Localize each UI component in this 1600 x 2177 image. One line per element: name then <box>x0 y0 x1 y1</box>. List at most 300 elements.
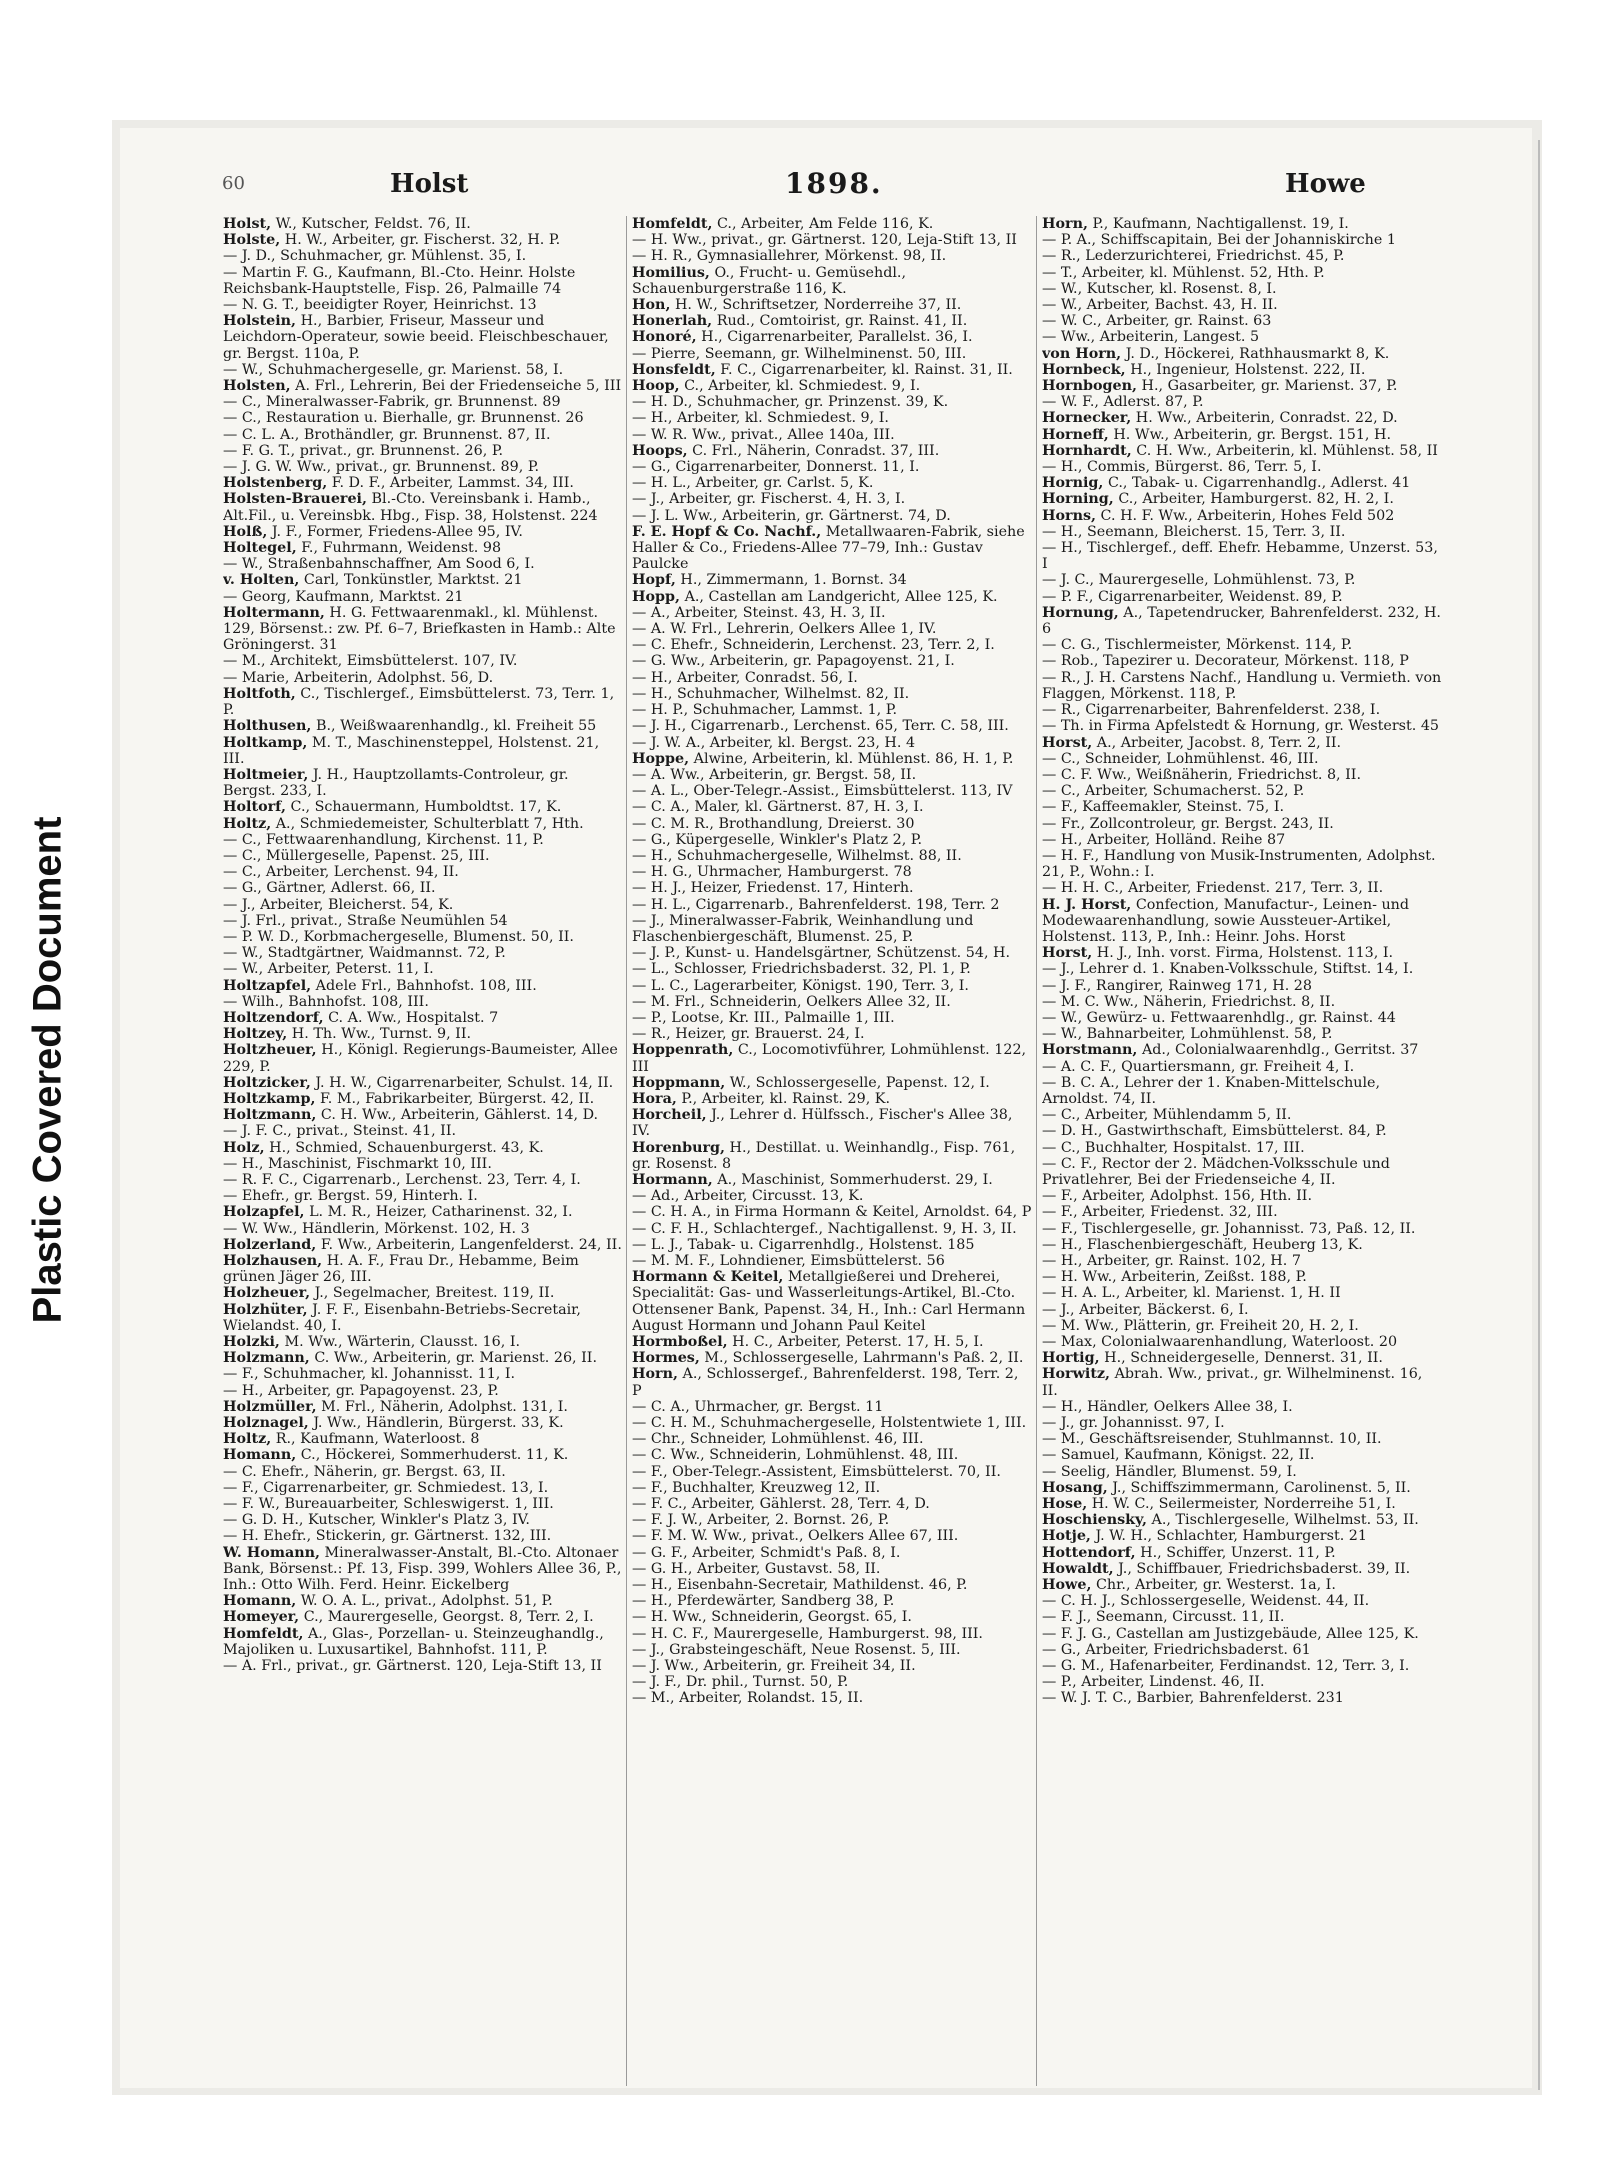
entry-name: Hormes, <box>632 1350 700 1367</box>
entry-name: Hortig, <box>1042 1350 1100 1367</box>
directory-entry <box>632 1107 1032 1139</box>
entry-text: Carl, Tonkünstler, Marktst. 21 <box>303 572 523 589</box>
entry-text: — H., Schuhmacher, Wilhelmst. 82, II. <box>632 685 910 702</box>
entry-text: — F. J., Seemann, Circusst. 11, II. <box>1042 1609 1285 1626</box>
entry-text: — C. L. A., Brothändler, gr. Brunnenst. 87, II. <box>223 426 551 443</box>
directory-entry <box>223 945 623 961</box>
directory-entry <box>1042 1059 1442 1075</box>
entry-text: — R., Lederzurichterei, Friedrichst. 45, P. <box>1042 248 1345 265</box>
entry-name: Holß, <box>223 523 268 540</box>
entry-text: — H., Schuhmachergeselle, Wilhelmst. 88, II. <box>632 847 962 864</box>
entry-name: Homann, <box>223 1593 297 1610</box>
entry-text: — W., Arbeiter, Peterst. 11, I. <box>223 961 434 978</box>
entry-text: — J., Mineralwasser-Fabrik, Weinhandlung und Flaschenbiergeschäft, Blumenst. 25, P. <box>632 912 974 945</box>
directory-entry <box>1042 605 1442 637</box>
entry-text: — A., Arbeiter, Steinst. 43, H. 3, II. <box>632 604 886 621</box>
entry-text: — H. L., Arbeiter, gr. Carlst. 5, K. <box>632 475 874 492</box>
entry-text: Rud., Comtoirist, gr. Rainst. 41, II. <box>716 313 968 330</box>
entry-text: — H. Ehefr., Stickerin, gr. Gärtnerst. 132, III. <box>223 1528 552 1545</box>
entry-text: H., Barbier, Friseur, Masseur und Leichdorn-Operateur, sowie beeid. Fleischbeschauer, gr. Bergst. 110a, P. <box>223 313 609 362</box>
directory-entry <box>1042 1010 1442 1026</box>
entry-text: — H., Arbeiter, gr. Rainst. 102, H. 7 <box>1042 1253 1301 1269</box>
directory-entry <box>632 1334 1032 1350</box>
directory-entry <box>632 1091 1032 1107</box>
entry-text: A., Arbeiter, Jacobst. 8, Terr. 2, II. <box>1096 734 1342 751</box>
directory-entry <box>1042 1253 1442 1269</box>
directory-entry <box>632 880 1032 896</box>
directory-entry <box>632 1042 1032 1074</box>
directory-entry <box>223 1334 623 1350</box>
directory-entry <box>223 1237 623 1253</box>
entry-name: Holtfoth, <box>223 685 296 702</box>
directory-entry <box>1042 1188 1442 1204</box>
entry-name: Horn, <box>1042 216 1088 232</box>
entry-text: H., Destillat. u. Weinhandlg., Fisp. 761, gr. Rosenst. 8 <box>632 1139 1016 1172</box>
directory-entry <box>223 1188 623 1204</box>
entry-text: — J., Arbeiter, Bleicherst. 54, K. <box>223 896 454 913</box>
entry-text: C. H. F. Ww., Arbeiterin, Hohes Feld 502 <box>1100 507 1395 524</box>
entry-text: — G. M., Hafenarbeiter, Ferdinandst. 12, Terr. 3, I. <box>1042 1658 1410 1675</box>
entry-text: — M. M. F., Lohndiener, Eimsbüttelerst. 56 <box>632 1253 945 1269</box>
entry-text: Metallwaaren-Fabrik, siehe Haller & Co., Friedens-Allee 77–79, Inh.: Gustav Paulcke <box>632 523 1025 573</box>
directory-entry <box>632 994 1032 1010</box>
entry-text: — C. H. A., in Firma Hormann & Keitel, Arnoldst. 64, P <box>632 1204 1032 1221</box>
directory-entry <box>1042 297 1442 313</box>
entry-text: — G., Cigarrenarbeiter, Donnerst. 11, I. <box>632 459 920 476</box>
directory-entry <box>632 1464 1032 1480</box>
entry-name: Holtzmann, <box>223 1107 317 1124</box>
entry-text: — C. F. H., Schlachtergef., Nachtigallenst. 9, H. 3, II. <box>632 1220 1017 1237</box>
directory-entry <box>632 1026 1032 1042</box>
entry-name: Hosang, <box>1042 1479 1108 1496</box>
entry-text: — C., Buchhalter, Hospitalst. 17, III. <box>1042 1139 1305 1156</box>
directory-entry <box>1042 378 1442 394</box>
entry-text: — J. L. Ww., Arbeiterin, gr. Gärtnerst. 74, D. <box>632 507 951 524</box>
directory-entry <box>632 653 1032 669</box>
entry-text: H., Schmied, Schauenburgerst. 43, K. <box>269 1139 544 1156</box>
entry-text: Mineralwasser-Anstalt, Bl.-Cto. Altonaer Bank, Börsenst.: Pf. 13, Fisp. 399, Wohlers Allee 36, P., Inh.: Otto Wilh. Ferd. Heinr. Eickelberg <box>223 1544 622 1594</box>
entry-text: — Martin F. G., Kaufmann, Bl.-Cto. Heinr. Holste Reichsbank-Hauptstelle, Fisp. 26, Palmaille 74 <box>223 264 576 297</box>
directory-entry <box>1042 313 1442 329</box>
entry-text: — C., Arbeiter, Schumacherst. 52, P. <box>1042 783 1305 800</box>
entry-name: Holtermann, <box>223 604 325 621</box>
entry-text: — H. D., Schuhmacher, gr. Prinzenst. 39, K. <box>632 394 949 411</box>
directory-entry <box>632 1431 1032 1447</box>
entry-name: Horcheil, <box>632 1107 707 1124</box>
directory-entry <box>223 832 623 848</box>
entry-text: — A. Frl., privat., gr. Gärtnerst. 120, Leja-Stift 13, II <box>223 1658 602 1675</box>
entry-text: — Pierre, Seemann, gr. Wilhelminenst. 50, III. <box>632 345 967 362</box>
directory-entry <box>1042 670 1442 702</box>
entry-text: — P. A., Schiffscapitain, Bei der Johanniskirche 1 <box>1042 232 1396 249</box>
directory-entry <box>632 1075 1032 1091</box>
directory-entry <box>1042 329 1442 345</box>
directory-entry <box>632 1447 1032 1463</box>
directory-entry <box>1042 1447 1442 1463</box>
entry-name: Holzerland, <box>223 1236 317 1253</box>
entry-text: H., Ingenieur, Holstenst. 222, II. <box>1130 361 1366 378</box>
entry-text: — C. M. R., Brothandlung, Dreierst. 30 <box>632 815 915 832</box>
entry-name: Holzheuer, <box>223 1285 311 1302</box>
entry-name: Holzmann, <box>223 1350 310 1367</box>
entry-text: — W., Kutscher, kl. Rosenst. 8, I. <box>1042 280 1277 297</box>
directory-entry <box>223 248 623 264</box>
entry-text: H., Gasarbeiter, gr. Marienst. 37, P. <box>1141 378 1398 395</box>
directory-entry <box>1042 232 1442 248</box>
directory-entry <box>1042 265 1442 281</box>
directory-page <box>120 128 1532 2088</box>
entry-text: A., Schlossergef., Bahrenfelderst. 198, Terr. 2, P <box>632 1366 1019 1399</box>
entry-text: A., Castellan am Landgericht, Allee 125, K. <box>684 588 998 605</box>
entry-text: — J. G. W. Ww., privat., gr. Brunnenst. 89, P. <box>223 459 540 476</box>
entry-text: — F., Ober-Telegr.-Assistent, Eimsbüttelerst. 70, II. <box>632 1463 1001 1480</box>
directory-entry <box>223 1480 623 1496</box>
entry-text: — H. J., Heizer, Friedenst. 17, Hinterh. <box>632 880 914 897</box>
entry-text: C., Schauermann, Humboldtst. 17, K. <box>290 799 562 816</box>
entry-text: A., Tapetendrucker, Bahrenfelderst. 232, H. 6 <box>1042 604 1441 638</box>
directory-entry <box>223 1172 623 1188</box>
entry-text: — Ww., Arbeiterin, Langest. 5 <box>1042 329 1260 346</box>
entry-text: Confection, Manufactur-, Leinen- und Modewaarenhandlung, sowie Aussteuer-Artikel, Holstenst. 113, P., Inh.: Heinr. Johs. Horst <box>1042 896 1410 945</box>
entry-text: — G. F., Arbeiter, Schmidt's Paß. 8, I. <box>632 1544 901 1561</box>
entry-name: Hotje, <box>1042 1528 1091 1545</box>
entry-text: — W., Straßenbahnschaffner, Am Sood 6, I. <box>223 556 535 573</box>
directory-entry <box>1042 1480 1442 1496</box>
directory-entry <box>1042 702 1442 718</box>
entry-text: A., Maschinist, Sommerhuderst. 29, I. <box>717 1171 993 1188</box>
directory-entry <box>1042 799 1442 815</box>
entry-text: — R., Heizer, gr. Brauerst. 24, I. <box>632 1026 865 1043</box>
entry-text: W. O. A. L., privat., Adolphst. 51, P. <box>300 1593 553 1610</box>
entry-text: — F., Arbeiter, Friedenst. 32, III. <box>1042 1204 1278 1221</box>
directory-entry <box>632 1221 1032 1237</box>
directory-entry <box>223 848 623 864</box>
directory-entry <box>1042 1658 1442 1674</box>
entry-text: — W. R. Ww., privat., Allee 140a, III. <box>632 426 895 443</box>
entry-name: Holz, <box>223 1139 265 1156</box>
entry-text: — F., Arbeiter, Adolphst. 156, Hth. II. <box>1042 1188 1312 1205</box>
directory-entry <box>632 1010 1032 1026</box>
directory-entry <box>1042 1042 1442 1058</box>
directory-entry <box>223 524 623 540</box>
entry-text: B., Weißwaarenhandlg., kl. Freiheit 55 <box>315 718 597 735</box>
entry-text: — J. Ww., Arbeiterin, gr. Freiheit 34, II. <box>632 1658 916 1675</box>
entry-text: — C., Schneider, Lohmühlenst. 46, III. <box>1042 750 1319 767</box>
entry-text: — C. Ww., Schneiderin, Lohmühlenst. 48, III. <box>632 1447 959 1464</box>
entry-text: — D. H., Gastwirthschaft, Eimsbüttelerst. 84, P. <box>1042 1123 1387 1140</box>
directory-entry <box>632 1399 1032 1415</box>
directory-entry <box>1042 572 1442 588</box>
entry-text: A. Frl., Lehrerin, Bei der Friedenseiche 5, III <box>295 378 622 395</box>
entry-text: H. Th. Ww., Turnst. 9, II. <box>291 1026 472 1043</box>
entry-text: — J., gr. Johannisst. 97, I. <box>1042 1415 1225 1432</box>
entry-name: Holsten, <box>223 378 291 395</box>
directory-entry <box>223 1496 623 1512</box>
entry-text: — H., Maschinist, Fischmarkt 10, III. <box>223 1155 492 1172</box>
entry-text: — H. G., Uhrmacher, Hamburgerst. 78 <box>632 864 912 881</box>
entry-name: Horstmann, <box>1042 1042 1138 1059</box>
directory-entry <box>223 767 623 799</box>
entry-name: Horneff, <box>1042 426 1109 443</box>
entry-name: Holstenberg, <box>223 475 328 492</box>
entry-text: — W., Gewürz- u. Fettwaarenhdlg., gr. Rainst. 44 <box>1042 1009 1396 1026</box>
entry-text: Bl.-Cto. Vereinsbank i. Hamb., Alt.Fil., u. Vereinsbk. Hbg., Fisp. 38, Holstenst. 224 <box>223 491 598 524</box>
entry-name: Holtzapfel, <box>223 977 312 994</box>
directory-entry <box>1042 897 1442 946</box>
entry-name: Horning, <box>1042 491 1114 508</box>
entry-text: — J. W. A., Arbeiter, kl. Bergst. 23, H. 4 <box>632 734 916 751</box>
directory-entry <box>1042 1577 1442 1593</box>
directory-entry <box>223 1431 623 1447</box>
entry-text: — M., Architekt, Eimsbüttelerst. 107, IV. <box>223 653 518 670</box>
directory-entry <box>223 410 623 426</box>
entry-text: A., Tischlergeselle, Wilhelmst. 53, II. <box>1151 1512 1419 1529</box>
entry-text: C., Maurergeselle, Georgst. 8, Terr. 2, I. <box>303 1609 594 1626</box>
entry-name: Hoppenrath, <box>632 1042 734 1059</box>
directory-entry <box>223 1447 623 1463</box>
entry-text: — F. J. W., Arbeiter, 2. Bornst. 26, P. <box>632 1512 890 1529</box>
entry-text: J., Schiffszimmermann, Carolinenst. 5, II. <box>1112 1479 1411 1496</box>
directory-entry <box>632 313 1032 329</box>
directory-entry <box>223 913 623 929</box>
entry-text: Alwine, Arbeiterin, kl. Mühlenst. 86, H. 1, P. <box>693 750 1014 767</box>
directory-entry <box>223 929 623 945</box>
directory-entry <box>1042 1026 1442 1042</box>
entry-text: — L. C., Lagerarbeiter, Königst. 190, Terr. 3, I. <box>632 977 969 994</box>
directory-entry <box>632 394 1032 410</box>
directory-entry <box>1042 1642 1442 1658</box>
entry-text: — Ehefr., gr. Bergst. 59, Hinterh. I. <box>223 1188 478 1205</box>
entry-name: Hora, <box>632 1090 677 1107</box>
entry-text: — J., Arbeiter, Bäckerst. 6, I. <box>1042 1301 1249 1318</box>
entry-name: Holsten-Brauerei, <box>223 491 367 508</box>
entry-text: — C. Ehefr., Näherin, gr. Bergst. 63, II. <box>223 1463 506 1480</box>
directory-entry <box>223 1528 623 1544</box>
entry-text: — A. Ww., Arbeiterin, gr. Bergst. 58, II. <box>632 766 917 783</box>
entry-text: C. Ww., Arbeiterin, gr. Marienst. 26, II. <box>314 1350 597 1367</box>
directory-entry <box>223 362 623 378</box>
entry-text: — C. H. J., Schlossergeselle, Weidenst. 44, II. <box>1042 1593 1370 1610</box>
entry-text: H., Schneidergeselle, Dennerst. 31, II. <box>1104 1350 1383 1367</box>
entry-text: — Fr., Zollcontroleur, gr. Bergst. 243, II. <box>1042 815 1334 832</box>
entry-text: H. A. F., Frau Dr., Hebamme, Beim grünen Jäger 26, III. <box>223 1253 579 1286</box>
entry-text: C. H. Ww., Arbeiterin, kl. Mühlenst. 58, II <box>1136 442 1438 459</box>
entry-text: — J. F. C., privat., Steinst. 41, II. <box>223 1123 457 1140</box>
entry-text: — W., Stadtgärtner, Waidmannst. 72, P. <box>223 945 506 962</box>
directory-entry <box>223 491 623 523</box>
directory-entry <box>632 265 1032 297</box>
side-label <box>18 816 78 1324</box>
directory-entry <box>632 848 1032 864</box>
directory-entry <box>1042 491 1442 507</box>
entry-text: — Rob., Tapezirer u. Decorateur, Mörkenst. 118, P <box>1042 653 1409 670</box>
entry-text: — F. G. T., privat., gr. Brunnenst. 26, P. <box>223 442 504 459</box>
directory-entry <box>632 216 1032 232</box>
directory-entry <box>1042 1318 1442 1334</box>
directory-entry <box>1042 1350 1442 1366</box>
entry-text: — F. C., Arbeiter, Gählerst. 28, Terr. 4, D. <box>632 1496 930 1513</box>
directory-entry <box>632 1512 1032 1528</box>
directory-entry <box>1042 1674 1442 1690</box>
directory-entry <box>632 1415 1032 1431</box>
entry-text: J., Schiffbauer, Friedrichsbaderst. 39, II. <box>1118 1560 1411 1577</box>
directory-entry <box>223 443 623 459</box>
entry-text: C. H. Ww., Arbeiterin, Gählerst. 14, D. <box>320 1107 599 1124</box>
entry-text: — F. J. G., Castellan am Justizgebäude, Allee 125, K. <box>1042 1625 1419 1642</box>
entry-text: — L. J., Tabak- u. Cigarrenhdlg., Holstenst. 185 <box>632 1236 975 1253</box>
entry-name: Holst, <box>223 216 272 232</box>
entry-text: Adele Frl., Bahnhofst. 108, III. <box>315 977 537 994</box>
entry-text: Ad., Colonialwaarenhdlg., Gerritst. 37 <box>1141 1042 1419 1059</box>
entry-name: F. E. Hopf & Co. Nachf., <box>632 523 822 540</box>
entry-text: — G., Gärtner, Adlerst. 66, II. <box>223 880 436 897</box>
directory-entry <box>632 670 1032 686</box>
directory-entry <box>632 329 1032 345</box>
directory-entry <box>1042 1140 1442 1156</box>
directory-entry <box>1042 848 1442 880</box>
entry-text: — Marie, Arbeiterin, Adolphst. 56, D. <box>223 669 494 686</box>
entry-text: J. H. W., Cigarrenarbeiter, Schulst. 14, II. <box>315 1074 614 1091</box>
directory-entry <box>1042 1302 1442 1318</box>
entry-text: C. A. Ww., Hospitalst. 7 <box>328 1009 499 1026</box>
directory-entry <box>223 1253 623 1285</box>
entry-name: Homfeldt, <box>223 1625 304 1642</box>
entry-text: H., Zimmermann, 1. Bornst. 34 <box>680 572 907 589</box>
entry-text: — M., Geschäftsreisender, Stuhlmannst. 10, II. <box>1042 1431 1382 1448</box>
directory-entry <box>1042 718 1442 734</box>
directory-entry <box>632 1674 1032 1690</box>
directory-entry <box>632 491 1032 507</box>
directory-entry <box>632 735 1032 751</box>
directory-entry <box>223 1091 623 1107</box>
entry-text: — W., Arbeiter, Bachst. 43, H. II. <box>1042 297 1278 314</box>
directory-entry <box>223 718 623 734</box>
directory-entry <box>632 978 1032 994</box>
entry-text: — W., Bahnarbeiter, Lohmühlenst. 58, P. <box>1042 1026 1333 1043</box>
entry-text: — H. Ww., privat., gr. Gärtnerst. 120, Leja-Stift 13, II <box>632 232 1017 249</box>
directory-entry <box>223 653 623 669</box>
directory-entry <box>632 799 1032 815</box>
directory-entry <box>1042 767 1442 783</box>
entry-text: P., Arbeiter, kl. Rainst. 29, K. <box>681 1090 891 1107</box>
directory-entry <box>632 1577 1032 1593</box>
directory-entry <box>223 1221 623 1237</box>
directory-entry <box>632 572 1032 588</box>
entry-name: Hon, <box>632 297 671 314</box>
directory-entry <box>1042 410 1442 426</box>
entry-name: Hornung, <box>1042 604 1119 621</box>
entry-name: Homfeldt, <box>632 216 713 232</box>
entry-text: A., Glas-, Porzellan- u. Steinzeughandlg., Majoliken u. Luxusartikel, Bahnhofst. 111, P. <box>223 1625 604 1658</box>
entry-text: H. J., Inh. vorst. Firma, Holstenst. 113, I. <box>1096 945 1394 962</box>
entry-name: Hormann, <box>632 1171 713 1188</box>
entry-text: — C., Fettwaarenhandlung, Kirchenst. 11, P. <box>223 831 544 848</box>
entry-text: — M. C. Ww., Näherin, Friedrichst. 8, II. <box>1042 993 1336 1010</box>
entry-text: — H., Händler, Oelkers Allee 38, I. <box>1042 1398 1293 1415</box>
directory-entry <box>223 799 623 815</box>
entry-text: — H., Flaschenbiergeschäft, Heuberg 13, K. <box>1042 1236 1363 1253</box>
entry-text: — H., Arbeiter, Holländ. Reihe 87 <box>1042 831 1286 848</box>
entry-name: Hormboßel, <box>632 1334 728 1351</box>
entry-text: — H. F., Handlung von Musik-Instrumenten, Adolphst. 21, P., Wohn.: I. <box>1042 847 1436 881</box>
entry-name: Holste, <box>223 232 281 249</box>
entry-text: H. C., Arbeiter, Peterst. 17, H. 5, I. <box>732 1334 984 1351</box>
entry-text: — J., Lehrer d. 1. Knaben-Volksschule, Stiftst. 14, I. <box>1042 961 1414 978</box>
entry-text: — W. F., Adlerst. 87, P. <box>1042 394 1204 411</box>
entry-text: — H., Seemann, Bleicherst. 15, Terr. 3, II. <box>1042 523 1346 540</box>
directory-entry <box>632 378 1032 394</box>
entry-name: Holstein, <box>223 313 297 330</box>
directory-entry <box>1042 961 1442 977</box>
directory-entry <box>632 232 1032 248</box>
entry-name: Hoschiensky, <box>1042 1512 1147 1529</box>
entry-text: — B. C. A., Lehrer der 1. Knaben-Mittelschule, Arnoldst. 74, II. <box>1042 1074 1381 1107</box>
entry-name: Hopf, <box>632 572 676 589</box>
directory-entry <box>1042 1156 1442 1188</box>
entry-text: Chr., Arbeiter, gr. Westerst. 1a, I. <box>1095 1577 1336 1594</box>
entry-text: W., Kutscher, Feldst. 76, II. <box>275 216 471 232</box>
entry-text: — M. Ww., Plätterin, gr. Freiheit 20, H. 2, I. <box>1042 1317 1359 1334</box>
directory-entry <box>632 1528 1032 1544</box>
directory-entry <box>223 459 623 475</box>
entry-name: Holtorf, <box>223 799 286 816</box>
directory-entry <box>1042 978 1442 994</box>
entry-text: A., Schmiedemeister, Schulterblatt 7, Hth. <box>275 815 584 832</box>
directory-entry <box>1042 394 1442 410</box>
entry-text: — G. H., Arbeiter, Gustavst. 58, II. <box>632 1560 881 1577</box>
entry-text: H. W. C., Seilermeister, Norderreihe 51, I. <box>1091 1496 1396 1513</box>
directory-entry <box>223 1545 623 1594</box>
entry-text: C., Arbeiter, kl. Schmiedest. 9, I. <box>684 378 921 395</box>
entry-text: — J. F., Rangirer, Rainweg 171, H. 28 <box>1042 977 1312 994</box>
directory-entry <box>632 621 1032 637</box>
column-divider <box>1036 216 1037 2086</box>
directory-entry <box>632 1690 1032 1706</box>
entry-text: H. W., Arbeiter, gr. Fischerst. 32, H. P. <box>284 232 561 249</box>
directory-entry <box>632 443 1032 459</box>
directory-entry <box>223 880 623 896</box>
directory-entry <box>1042 1237 1442 1253</box>
entry-text: — H., Tischlergef., deff. Ehefr. Hebamme, Unzerst. 53, I <box>1042 540 1438 573</box>
directory-entry <box>632 427 1032 443</box>
entry-name: Holtmeier, <box>223 766 309 783</box>
entry-name: Holzmüller, <box>223 1398 317 1415</box>
directory-entry <box>632 783 1032 799</box>
entry-text: — G., Arbeiter, Friedrichsbaderst. 61 <box>1042 1641 1311 1658</box>
directory-entry <box>1042 1366 1442 1398</box>
entry-text: — C. A., Uhrmacher, gr. Bergst. 11 <box>632 1398 884 1415</box>
entry-text: — J. H., Cigarrenarb., Lerchenst. 65, Terr. C. 58, III. <box>632 718 1009 735</box>
directory-entry <box>223 670 623 686</box>
entry-name: Hottendorf, <box>1042 1544 1136 1561</box>
directory-entry <box>632 1642 1032 1658</box>
entry-name: von Horn, <box>1042 345 1122 362</box>
directory-entry <box>1042 1399 1442 1415</box>
entry-text: — C. G., Tischlermeister, Mörkenst. 114, P. <box>1042 637 1353 654</box>
entry-text: — J. D., Schuhmacher, gr. Mühlenst. 35, I. <box>223 248 527 265</box>
directory-entry <box>632 1545 1032 1561</box>
entry-text: — Wilh., Bahnhofst. 108, III. <box>223 993 429 1010</box>
directory-entry <box>632 767 1032 783</box>
entry-text: — P. W. D., Korbmachergeselle, Blumenst. 50, II. <box>223 928 574 945</box>
directory-entry <box>1042 783 1442 799</box>
entry-text: H., Schiffer, Unzerst. 11, P. <box>1140 1544 1336 1561</box>
entry-text: — H., Pferdewärter, Sandberg 38, P. <box>632 1593 895 1610</box>
entry-name: Horns, <box>1042 507 1096 524</box>
entry-text: — P. F., Cigarrenarbeiter, Weidenst. 89, P. <box>1042 588 1343 605</box>
entry-text: — Max, Colonialwaarenhandlung, Waterloost. 20 <box>1042 1334 1398 1351</box>
entry-text: — Chr., Schneider, Lohmühlenst. 46, III. <box>632 1431 924 1448</box>
